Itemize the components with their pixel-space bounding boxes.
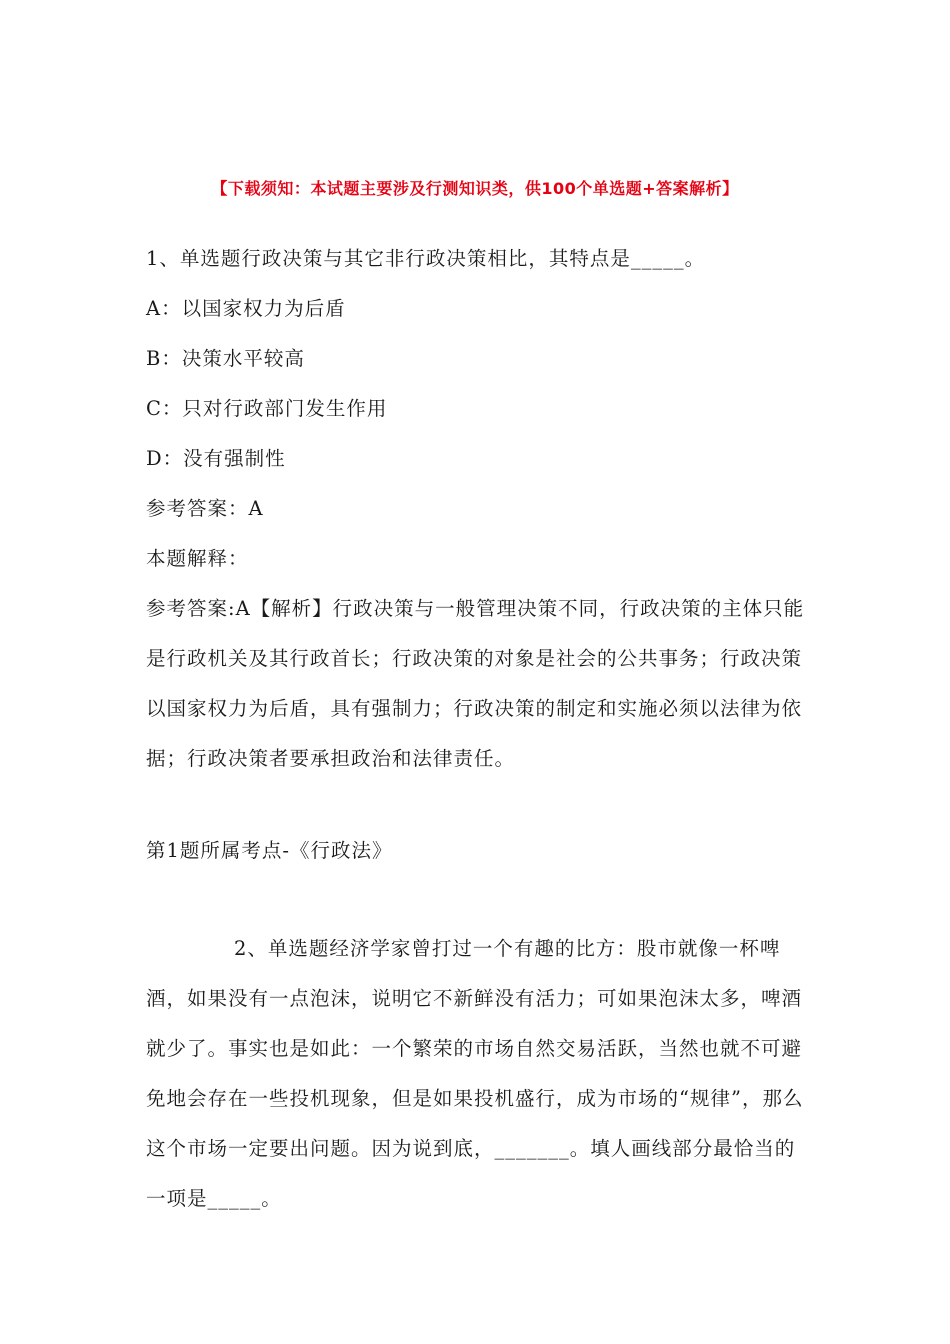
spacer — [146, 876, 808, 924]
question-1-stem: 1、单选题行政决策与其它非行政决策相比，其特点是_____。 — [146, 247, 706, 270]
option-a: A：以国家权力为后盾 — [146, 297, 346, 320]
option-c: C：只对行政部门发生作用 — [146, 397, 388, 420]
reference-answer: 参考答案：A — [146, 497, 264, 520]
explanation-text: 参考答案:A【解析】行政决策与一般管理决策不同，行政决策的主体只能是行政机关及其行政首长；行政决策的对象是社会的公共事务；行政决策以国家权力为后盾，具有强制力；行政决策的制定和实施必须以法律为依据；行政决策者要承担政治和法律责任。 — [146, 597, 805, 770]
spacer — [146, 784, 808, 826]
download-notice: 【下载须知：本试题主要涉及行测知识类，供100个单选题+答案解析】 — [211, 179, 739, 198]
question-2-stem: 2、单选题经济学家曾打过一个有趣的比方：股市就像一杯啤酒，如果没有一点泡沫，说明它不新鲜没有活力；可如果泡沫太多，啤酒就少了。事实也是如此：一个繁荣的市场自然交易活跃，当然也就不可避免地会存在一些投机现象，但是如果投机盛行，成为市场的“规律”，那么这个市场一定要出问题。因为说到底，_______。填人画线部分最恰当的一项是_____。 — [146, 937, 804, 1210]
question-content — [146, 234, 808, 1224]
option-d: D：没有强制性 — [146, 447, 286, 470]
topic-label: 第1题所属考点-《行政法》 — [146, 839, 393, 862]
option-b: B：决策水平较高 — [146, 347, 305, 370]
explanation-label: 本题解释： — [146, 547, 249, 570]
